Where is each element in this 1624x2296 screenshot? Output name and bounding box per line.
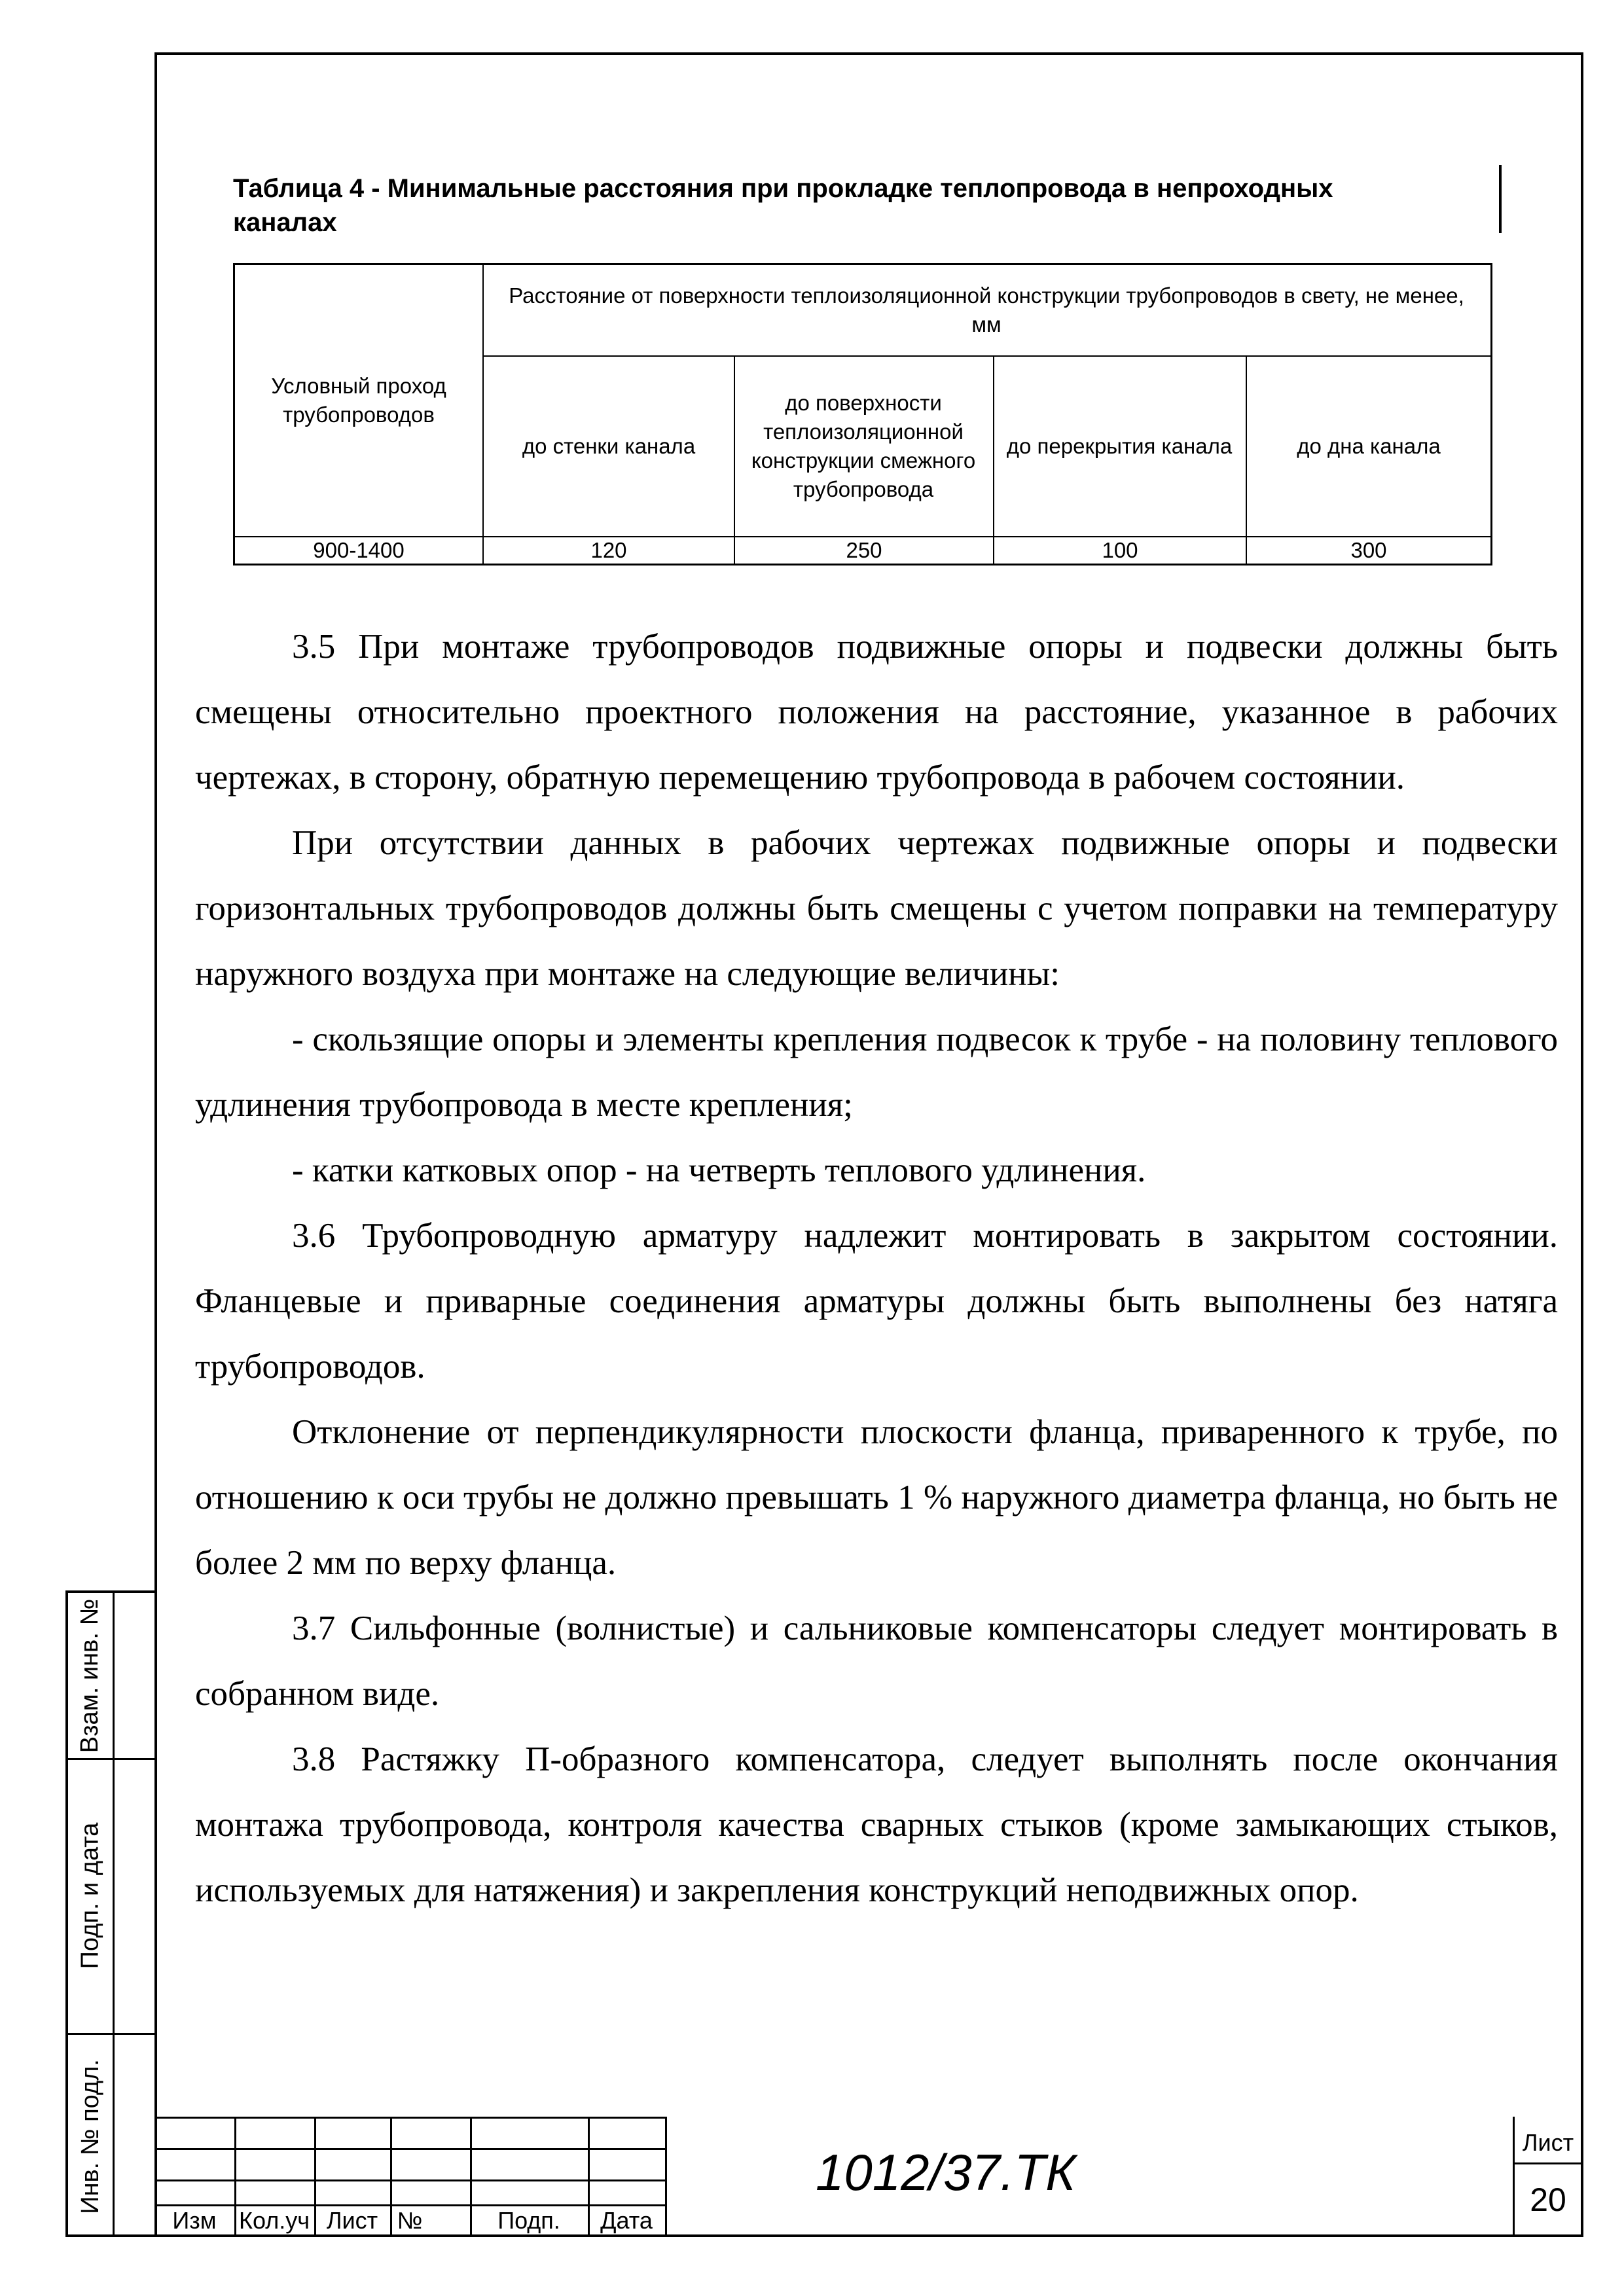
caption-margin-bar [1499, 165, 1502, 233]
paragraph: 3.5 При монтаже трубопроводов подвижные опоры и подвески должны быть смещены относительно проектного положения на расстояние, указанное в рабочих чертежах, в сторону, обратную перемещению трубопровода в рабочем состоянии. [195, 628, 1558, 797]
table-cell: 120 [590, 538, 627, 562]
table-header-cell: до перекрытия канала [1006, 434, 1233, 458]
label-podp: Подп. [497, 2207, 560, 2234]
paragraph: При отсутствии данных в рабочих чертежах подвижные опоры и подвески горизонтальных трубопроводов должны быть смещены с учетом поправки на температуру наружного воздуха при монтаже на следующие величины: [195, 824, 1558, 993]
table-header-cell: Расстояние от поверхности теплоизоляционной конструкции трубопроводов в свету, не менее, мм [509, 283, 1464, 336]
table-header-cell: до дна канала [1297, 434, 1441, 458]
paragraph: - катки катковых опор - на четверть теплового удлинения. [292, 1151, 1146, 1189]
paragraph: - скользящие опоры и элементы крепления подвесок к трубе - на половину теплового удлинения трубопровода в месте крепления; [195, 1020, 1558, 1124]
title-block [154, 2117, 1583, 2237]
stamp-vzam-inv: Взам. инв. № [76, 1598, 104, 1753]
sheet-number: 20 [1530, 2181, 1566, 2218]
stamp-inv-podl: Инв. № подл. [76, 2058, 104, 2214]
label-izm: Изм [172, 2207, 217, 2234]
table-grid-line [993, 355, 994, 564]
stamp-podp-data: Подп. и дата [76, 1822, 104, 1969]
label-list: Лист [326, 2207, 378, 2234]
label-number: № [397, 2207, 423, 2234]
stamp-divider [113, 1593, 115, 2234]
table-header-cell: Условный проход трубопроводов [271, 374, 446, 427]
table-header-cell: до стенки канала [522, 434, 696, 458]
table-header-cell: до поверхности теплоизоляционной конструкции смежного трубопровода [751, 391, 976, 501]
distances-table [233, 263, 1492, 565]
document-code: 1012/37.ТК [816, 2144, 1076, 2201]
paragraph: Отклонение от перпендикулярности плоскости фланца, приваренного к трубе, по отношению к оси трубы не должно превышать 1 % наружного диаметра фланца, но быть не более 2 мм по верху фланца. [195, 1413, 1558, 1582]
label-kol-uch: Кол.уч [239, 2207, 310, 2234]
table-grid-line [734, 355, 735, 564]
paragraph: 3.6 Трубопроводную арматуру надлежит монтировать в закрытом состоянии. Фланцевые и приварные соединения арматуры должны быть выполнены без натяга трубопроводов. [195, 1217, 1558, 1386]
body-text [195, 614, 1558, 1923]
table-caption: Таблица 4 - Минимальные расстояния при прокладке теплопровода в непроходных каналах [233, 174, 1333, 237]
side-stamp [65, 1590, 154, 2237]
table-cell: 250 [846, 538, 882, 562]
table-cell: 100 [1102, 538, 1138, 562]
paragraph: 3.8 Растяжку П-образного компенсатора, следует выполнять после окончания монтажа трубопровода, контроля качества сварных стыков (кроме замыкающих стыков, используемых для натяжения) и закрепления конструкций неподвижных опор. [195, 1740, 1558, 1909]
label-data: Дата [600, 2207, 653, 2234]
sheet-label: Лист [1522, 2129, 1574, 2156]
table-cell: 300 [1350, 538, 1387, 562]
title-block-line [665, 2117, 667, 2237]
table-cell: 900-1400 [313, 538, 405, 562]
paragraph: 3.7 Сильфонные (волнистые) и сальниковые компенсаторы следует монтировать в собранном виде. [195, 1609, 1558, 1713]
